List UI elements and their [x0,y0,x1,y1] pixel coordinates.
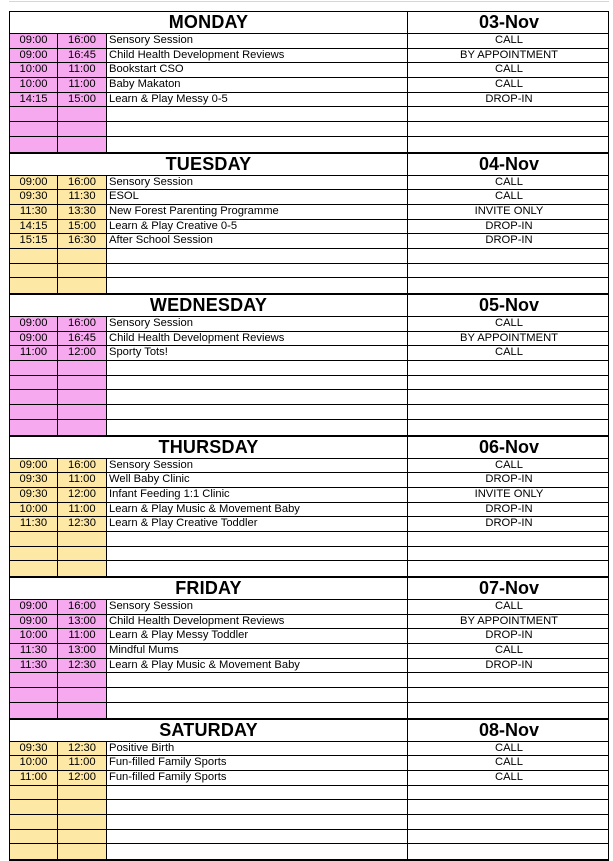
start-time-cell[interactable] [10,107,58,121]
booking-cell[interactable] [408,815,610,829]
schedule-row [10,844,608,859]
booking-cell[interactable] [408,137,610,152]
schedule-row [10,137,608,152]
end-time-cell[interactable]: 11:30 [58,190,107,204]
day-header [10,154,608,176]
end-time-cell[interactable] [58,844,107,859]
day-block-friday [9,578,609,720]
booking-cell[interactable]: CALL [408,176,610,190]
booking-cell[interactable] [408,420,610,435]
activity-cell[interactable] [107,547,408,561]
day-header [10,12,608,34]
end-time-cell[interactable]: 11:00 [58,78,107,92]
day-date: 05-Nov [408,295,610,316]
end-time-cell[interactable]: 11:00 [58,473,107,487]
end-time-cell[interactable]: 11:00 [58,756,107,770]
weekly-timetable [9,0,609,861]
day-name: FRIDAY [10,578,408,599]
activity-cell[interactable]: After School Session [107,234,408,248]
activity-cell[interactable]: Baby Makaton [107,78,408,92]
start-time-cell[interactable] [10,786,58,800]
booking-cell[interactable]: DROP-IN [408,220,610,234]
end-time-cell[interactable] [58,547,107,561]
day-header [10,295,608,317]
booking-cell[interactable]: CALL [408,742,610,756]
activity-cell[interactable] [107,844,408,859]
booking-cell[interactable]: DROP-IN [408,517,610,531]
end-time-cell[interactable]: 16:30 [58,234,107,248]
schedule-row [10,771,608,786]
booking-cell[interactable] [408,107,610,121]
start-time-cell[interactable] [10,390,58,404]
schedule-row [10,63,608,78]
start-time-cell[interactable]: 09:00 [10,176,58,190]
schedule-row [10,547,608,562]
activity-cell[interactable] [107,278,408,293]
end-time-cell[interactable] [58,800,107,814]
day-block-tuesday [9,154,609,296]
activity-cell[interactable] [107,107,408,121]
booking-cell[interactable]: INVITE ONLY [408,488,610,502]
booking-cell[interactable]: CALL [408,78,610,92]
booking-cell[interactable]: DROP-IN [408,659,610,673]
schedule-row [10,176,608,191]
booking-cell[interactable]: CALL [408,190,610,204]
activity-cell[interactable]: Sensory Session [107,176,408,190]
activity-cell[interactable] [107,264,408,278]
schedule-row [10,473,608,488]
schedule-row [10,459,608,474]
start-time-cell[interactable] [10,361,58,375]
schedule-row [10,317,608,332]
day-block-thursday [9,437,609,579]
schedule-row [10,205,608,220]
start-time-cell[interactable]: 09:30 [10,473,58,487]
end-time-cell[interactable] [58,137,107,152]
end-time-cell[interactable] [58,249,107,263]
schedule-row [10,800,608,815]
booking-cell[interactable] [408,547,610,561]
start-time-cell[interactable] [10,673,58,687]
schedule-row [10,644,608,659]
activity-cell[interactable]: Fun-filled Family Sports [107,771,408,785]
booking-cell[interactable] [408,532,610,546]
start-time-cell[interactable] [10,405,58,419]
start-time-cell[interactable] [10,815,58,829]
day-header [10,437,608,459]
end-time-cell[interactable] [58,107,107,121]
start-time-cell[interactable]: 11:30 [10,659,58,673]
end-time-cell[interactable] [58,420,107,435]
activity-cell[interactable]: Sensory Session [107,600,408,614]
day-block-monday [9,12,609,154]
schedule-row [10,220,608,235]
activity-cell[interactable]: Positive Birth [107,742,408,756]
end-time-cell[interactable] [58,405,107,419]
activity-cell[interactable]: Learn & Play Music & Movement Baby [107,659,408,673]
activity-cell[interactable]: Bookstart CSO [107,63,408,77]
booking-cell[interactable] [408,703,610,718]
start-time-cell[interactable] [10,278,58,293]
end-time-cell[interactable] [58,278,107,293]
end-time-cell[interactable] [58,673,107,687]
booking-cell[interactable] [408,844,610,859]
booking-cell[interactable]: BY APPOINTMENT [408,615,610,629]
activity-cell[interactable] [107,420,408,435]
booking-cell[interactable] [408,561,610,576]
booking-cell[interactable]: CALL [408,34,610,48]
day-date: 08-Nov [408,720,610,741]
start-time-cell[interactable]: 11:00 [10,771,58,785]
activity-cell[interactable]: Learn & Play Creative 0-5 [107,220,408,234]
start-time-cell[interactable] [10,249,58,263]
activity-cell[interactable] [107,532,408,546]
end-time-cell[interactable] [58,390,107,404]
schedule-row [10,376,608,391]
schedule-row [10,361,608,376]
start-time-cell[interactable] [10,122,58,136]
start-time-cell[interactable]: 14:15 [10,93,58,107]
activity-cell[interactable]: Sporty Tots! [107,346,408,360]
start-time-cell[interactable] [10,800,58,814]
activity-cell[interactable] [107,249,408,263]
day-list [9,12,609,861]
activity-cell[interactable] [107,561,408,576]
schedule-row [10,346,608,361]
booking-cell[interactable] [408,830,610,844]
start-time-cell[interactable] [10,376,58,390]
booking-cell[interactable] [408,122,610,136]
start-time-cell[interactable] [10,688,58,702]
schedule-row [10,390,608,405]
booking-cell[interactable]: DROP-IN [408,473,610,487]
schedule-row [10,503,608,518]
end-time-cell[interactable] [58,122,107,136]
end-time-cell[interactable]: 12:30 [58,742,107,756]
booking-cell[interactable]: INVITE ONLY [408,205,610,219]
booking-cell[interactable]: BY APPOINTMENT [408,49,610,63]
booking-cell[interactable]: CALL [408,317,610,331]
schedule-row [10,703,608,718]
end-time-cell[interactable] [58,786,107,800]
end-time-cell[interactable]: 12:00 [58,488,107,502]
end-time-cell[interactable]: 12:00 [58,346,107,360]
schedule-row [10,122,608,137]
booking-cell[interactable]: CALL [408,459,610,473]
schedule-row [10,815,608,830]
end-time-cell[interactable]: 16:00 [58,34,107,48]
end-time-cell[interactable]: 16:00 [58,176,107,190]
start-time-cell[interactable]: 09:00 [10,332,58,346]
activity-cell[interactable] [107,361,408,375]
schedule-row [10,93,608,108]
end-time-cell[interactable]: 15:00 [58,220,107,234]
start-time-cell[interactable] [10,547,58,561]
start-time-cell[interactable] [10,420,58,435]
start-time-cell[interactable]: 11:30 [10,205,58,219]
end-time-cell[interactable]: 16:45 [58,49,107,63]
end-time-cell[interactable] [58,815,107,829]
schedule-row [10,234,608,249]
end-time-cell[interactable] [58,264,107,278]
day-name: SATURDAY [10,720,408,741]
schedule-row [10,488,608,503]
end-time-cell[interactable]: 12:30 [58,517,107,531]
schedule-row [10,332,608,347]
schedule-row [10,561,608,576]
schedule-row [10,830,608,845]
booking-cell[interactable] [408,361,610,375]
booking-cell[interactable]: DROP-IN [408,93,610,107]
start-time-cell[interactable]: 15:15 [10,234,58,248]
end-time-cell[interactable]: 16:00 [58,317,107,331]
schedule-row [10,107,608,122]
activity-cell[interactable]: Fun-filled Family Sports [107,756,408,770]
schedule-row [10,615,608,630]
booking-cell[interactable] [408,800,610,814]
activity-cell[interactable] [107,376,408,390]
end-time-cell[interactable]: 13:30 [58,205,107,219]
booking-cell[interactable]: DROP-IN [408,234,610,248]
sheet-top-edge [9,0,609,12]
day-date: 07-Nov [408,578,610,599]
booking-cell[interactable] [408,249,610,263]
day-name: MONDAY [10,12,408,33]
booking-cell[interactable] [408,264,610,278]
activity-cell[interactable]: ESOL [107,190,408,204]
end-time-cell[interactable] [58,376,107,390]
schedule-row [10,249,608,264]
booking-cell[interactable] [408,278,610,293]
schedule-row [10,688,608,703]
booking-cell[interactable]: CALL [408,600,610,614]
activity-cell[interactable] [107,688,408,702]
end-time-cell[interactable] [58,703,107,718]
start-time-cell[interactable]: 10:00 [10,756,58,770]
end-time-cell[interactable]: 15:00 [58,93,107,107]
activity-cell[interactable] [107,390,408,404]
booking-cell[interactable] [408,673,610,687]
schedule-row [10,756,608,771]
schedule-row [10,278,608,293]
activity-cell[interactable] [107,703,408,718]
start-time-cell[interactable]: 11:30 [10,517,58,531]
activity-cell[interactable]: Child Health Development Reviews [107,332,408,346]
end-time-cell[interactable]: 16:00 [58,600,107,614]
booking-cell[interactable] [408,688,610,702]
activity-cell[interactable]: Infant Feeding 1:1 Clinic [107,488,408,502]
day-name: TUESDAY [10,154,408,175]
start-time-cell[interactable]: 09:30 [10,488,58,502]
schedule-row [10,34,608,49]
end-time-cell[interactable] [58,361,107,375]
activity-cell[interactable] [107,786,408,800]
schedule-row [10,742,608,757]
end-time-cell[interactable]: 13:00 [58,644,107,658]
booking-cell[interactable] [408,390,610,404]
booking-cell[interactable]: CALL [408,63,610,77]
end-time-cell[interactable]: 11:00 [58,63,107,77]
start-time-cell[interactable]: 10:00 [10,503,58,517]
schedule-row [10,786,608,801]
start-time-cell[interactable]: 09:00 [10,615,58,629]
day-header [10,720,608,742]
start-time-cell[interactable]: 10:00 [10,63,58,77]
activity-cell[interactable]: Child Health Development Reviews [107,615,408,629]
activity-cell[interactable]: Sensory Session [107,34,408,48]
start-time-cell[interactable]: 09:00 [10,34,58,48]
activity-cell[interactable]: Learn & Play Music & Movement Baby [107,503,408,517]
day-date: 04-Nov [408,154,610,175]
start-time-cell[interactable]: 10:00 [10,629,58,643]
activity-cell[interactable]: Sensory Session [107,459,408,473]
activity-cell[interactable]: Well Baby Clinic [107,473,408,487]
start-time-cell[interactable]: 14:15 [10,220,58,234]
end-time-cell[interactable]: 16:00 [58,459,107,473]
start-time-cell[interactable] [10,844,58,859]
activity-cell[interactable]: Learn & Play Messy 0-5 [107,93,408,107]
day-name: WEDNESDAY [10,295,408,316]
end-time-cell[interactable]: 13:00 [58,615,107,629]
day-name: THURSDAY [10,437,408,458]
schedule-row [10,264,608,279]
schedule-row [10,629,608,644]
start-time-cell[interactable]: 09:00 [10,49,58,63]
booking-cell[interactable]: DROP-IN [408,629,610,643]
schedule-row [10,49,608,64]
booking-cell[interactable]: DROP-IN [408,503,610,517]
start-time-cell[interactable]: 09:30 [10,190,58,204]
booking-cell[interactable]: CALL [408,644,610,658]
start-time-cell[interactable] [10,561,58,576]
day-date: 06-Nov [408,437,610,458]
end-time-cell[interactable]: 16:45 [58,332,107,346]
activity-cell[interactable] [107,815,408,829]
booking-cell[interactable]: CALL [408,346,610,360]
end-time-cell[interactable] [58,688,107,702]
activity-cell[interactable] [107,830,408,844]
day-block-wednesday [9,295,609,437]
start-time-cell[interactable]: 11:30 [10,644,58,658]
booking-cell[interactable]: BY APPOINTMENT [408,332,610,346]
end-time-cell[interactable] [58,532,107,546]
activity-cell[interactable]: Child Health Development Reviews [107,49,408,63]
start-time-cell[interactable] [10,703,58,718]
activity-cell[interactable] [107,800,408,814]
activity-cell[interactable] [107,137,408,152]
booking-cell[interactable]: CALL [408,756,610,770]
activity-cell[interactable]: Learn & Play Creative Toddler [107,517,408,531]
start-time-cell[interactable] [10,137,58,152]
schedule-row [10,600,608,615]
start-time-cell[interactable]: 09:00 [10,317,58,331]
schedule-row [10,405,608,420]
day-block-saturday [9,720,609,861]
activity-cell[interactable]: Mindful Mums [107,644,408,658]
activity-cell[interactable] [107,405,408,419]
activity-cell[interactable] [107,122,408,136]
start-time-cell[interactable]: 10:00 [10,78,58,92]
activity-cell[interactable]: Learn & Play Messy Toddler [107,629,408,643]
start-time-cell[interactable] [10,830,58,844]
booking-cell[interactable] [408,405,610,419]
booking-cell[interactable]: CALL [408,771,610,785]
end-time-cell[interactable] [58,561,107,576]
end-time-cell[interactable]: 11:00 [58,503,107,517]
activity-cell[interactable]: New Forest Parenting Programme [107,205,408,219]
end-time-cell[interactable] [58,830,107,844]
day-header [10,578,608,600]
end-time-cell[interactable]: 12:30 [58,659,107,673]
activity-cell[interactable] [107,673,408,687]
day-date: 03-Nov [408,12,610,33]
schedule-row [10,517,608,532]
start-time-cell[interactable]: 09:00 [10,459,58,473]
start-time-cell[interactable] [10,532,58,546]
start-time-cell[interactable]: 09:00 [10,600,58,614]
start-time-cell[interactable] [10,264,58,278]
activity-cell[interactable]: Sensory Session [107,317,408,331]
schedule-row [10,420,608,435]
start-time-cell[interactable]: 09:30 [10,742,58,756]
end-time-cell[interactable]: 12:00 [58,771,107,785]
schedule-row [10,190,608,205]
booking-cell[interactable] [408,786,610,800]
start-time-cell[interactable]: 11:00 [10,346,58,360]
schedule-row [10,532,608,547]
end-time-cell[interactable]: 11:00 [58,629,107,643]
schedule-row [10,673,608,688]
booking-cell[interactable] [408,376,610,390]
schedule-row [10,78,608,93]
schedule-row [10,659,608,674]
